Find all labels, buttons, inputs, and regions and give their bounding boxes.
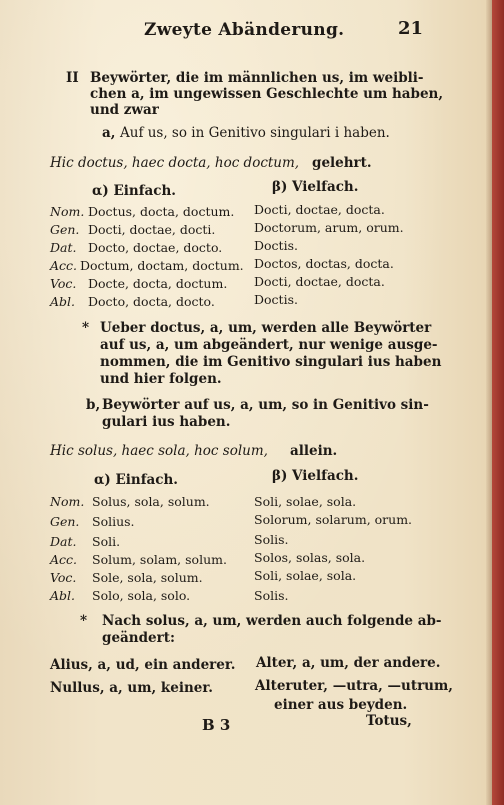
table-2-plural: Solis.: [254, 532, 289, 547]
note-2-star: *: [80, 613, 88, 629]
table-1-plural: Doctos, doctas, docta.: [254, 256, 394, 271]
table-1-plural: Doctis.: [254, 292, 298, 307]
final-word-left: Nullus, a, um, keiner.: [50, 680, 213, 696]
final-word-left: Alius, a, ud, ein anderer.: [50, 657, 236, 673]
section-line-3: und zwar: [90, 102, 159, 118]
table-2-case: Dat.: [50, 534, 77, 549]
table-2-col2-head: β) Vielfach.: [272, 468, 359, 484]
table-2-case: Voc.: [50, 570, 77, 585]
final-word-right: Alteruter, —utra, —utrum,: [255, 678, 453, 694]
table-2-plural: Solis.: [254, 588, 289, 603]
table-1-case: Gen.: [50, 222, 80, 237]
table-2-case: Acc.: [50, 552, 78, 567]
table-2-singular: Sole, sola, solum.: [92, 570, 203, 585]
table-1-case: Dat.: [50, 240, 77, 255]
final-continuation: einer aus beyden.: [274, 697, 408, 713]
table-2-plural: Soli, solae, sola.: [254, 494, 357, 509]
note-2-line: Nach solus, a, um, werden auch folgende ab-: [102, 613, 442, 629]
table-1-singular: Doctus, docta, doctum.: [88, 204, 235, 219]
note-1-star: *: [82, 320, 90, 336]
running-header: Zweyte Abänderung.: [144, 20, 345, 40]
subsection-a-label: a,: [102, 125, 116, 141]
table-2-plural: Solos, solas, sola.: [254, 550, 366, 565]
subsection-a-text: Auf us, so in Genitivo singulari i haben.: [120, 125, 390, 141]
section-line-1: Beywörter, die im männlichen us, im weibli-: [90, 70, 424, 86]
table-1-case: Acc.: [50, 258, 78, 273]
table-2-singular: Solius.: [92, 514, 135, 529]
table-1-singular: Docte, docta, doctum.: [88, 276, 228, 291]
table-1-singular: Doctum, doctam, doctum.: [80, 258, 244, 273]
table-2-singular: Solo, sola, solo.: [92, 588, 191, 603]
table-2-case: Abl.: [50, 588, 75, 603]
note-1-line: nommen, die im Genitivo singulari ius haben: [100, 354, 442, 370]
note-2-line: geändert:: [102, 630, 175, 646]
table-2-plural: Soli, solae, sola.: [254, 568, 357, 583]
table-1-col2-head: β) Vielfach.: [272, 179, 359, 195]
section-line-2: chen a, im ungewissen Geschlechte um haben,: [90, 86, 444, 102]
table-2-col1-head: α) Einfach.: [94, 472, 178, 488]
table-1-singular: Docti, doctae, docti.: [88, 222, 216, 237]
table-1-plural: Docti, doctae, docta.: [254, 274, 385, 289]
table-2-case: Gen.: [50, 514, 80, 529]
table-1-singular: Docto, docta, docto.: [88, 294, 215, 309]
table-2-singular: Solus, sola, solum.: [92, 494, 210, 509]
page-edge-red: [492, 0, 504, 805]
table-2-plural: Solorum, solarum, orum.: [254, 512, 413, 527]
table-2-singular: Soli.: [92, 534, 121, 549]
page-edge-shadow: [486, 0, 492, 805]
page-number: 21: [398, 18, 424, 39]
subsection-b-line: Beywörter auf us, a, um, so in Genitivo sin-: [102, 397, 429, 413]
note-1-line: auf us, a, um abgeändert, nur wenige ausge-: [100, 337, 438, 353]
catchword: Totus,: [366, 713, 412, 729]
table-1-case: Abl.: [50, 294, 75, 309]
table-1-case: Nom.: [50, 204, 85, 219]
section-numeral: II: [66, 70, 79, 86]
subsection-b-label: b,: [86, 397, 101, 413]
note-1-line: und hier folgen.: [100, 371, 222, 387]
note-1-line: Ueber doctus, a, um, werden alle Beywörter: [100, 320, 432, 336]
table-1-col1-head: α) Einfach.: [92, 183, 176, 199]
table-2-singular: Solum, solam, solum.: [92, 552, 227, 567]
final-word-right: Alter, a, um, der andere.: [256, 655, 441, 671]
table-1-singular: Docto, doctae, docto.: [88, 240, 223, 255]
table-1-plural: Doctorum, arum, orum.: [254, 220, 404, 235]
table-1-plural: Docti, doctae, docta.: [254, 202, 385, 217]
signature-mark: B 3: [202, 716, 231, 734]
example-2-latin: Hic solus, haec sola, hoc solum,: [50, 443, 268, 459]
example-1-german: gelehrt.: [312, 155, 372, 171]
example-1-latin: Hic doctus, haec docta, hoc doctum,: [50, 155, 300, 171]
subsection-b-line: gulari ius haben.: [102, 414, 231, 430]
table-2-case: Nom.: [50, 494, 85, 509]
table-1-plural: Doctis.: [254, 238, 298, 253]
example-2-german: allein.: [290, 443, 338, 459]
table-1-case: Voc.: [50, 276, 77, 291]
